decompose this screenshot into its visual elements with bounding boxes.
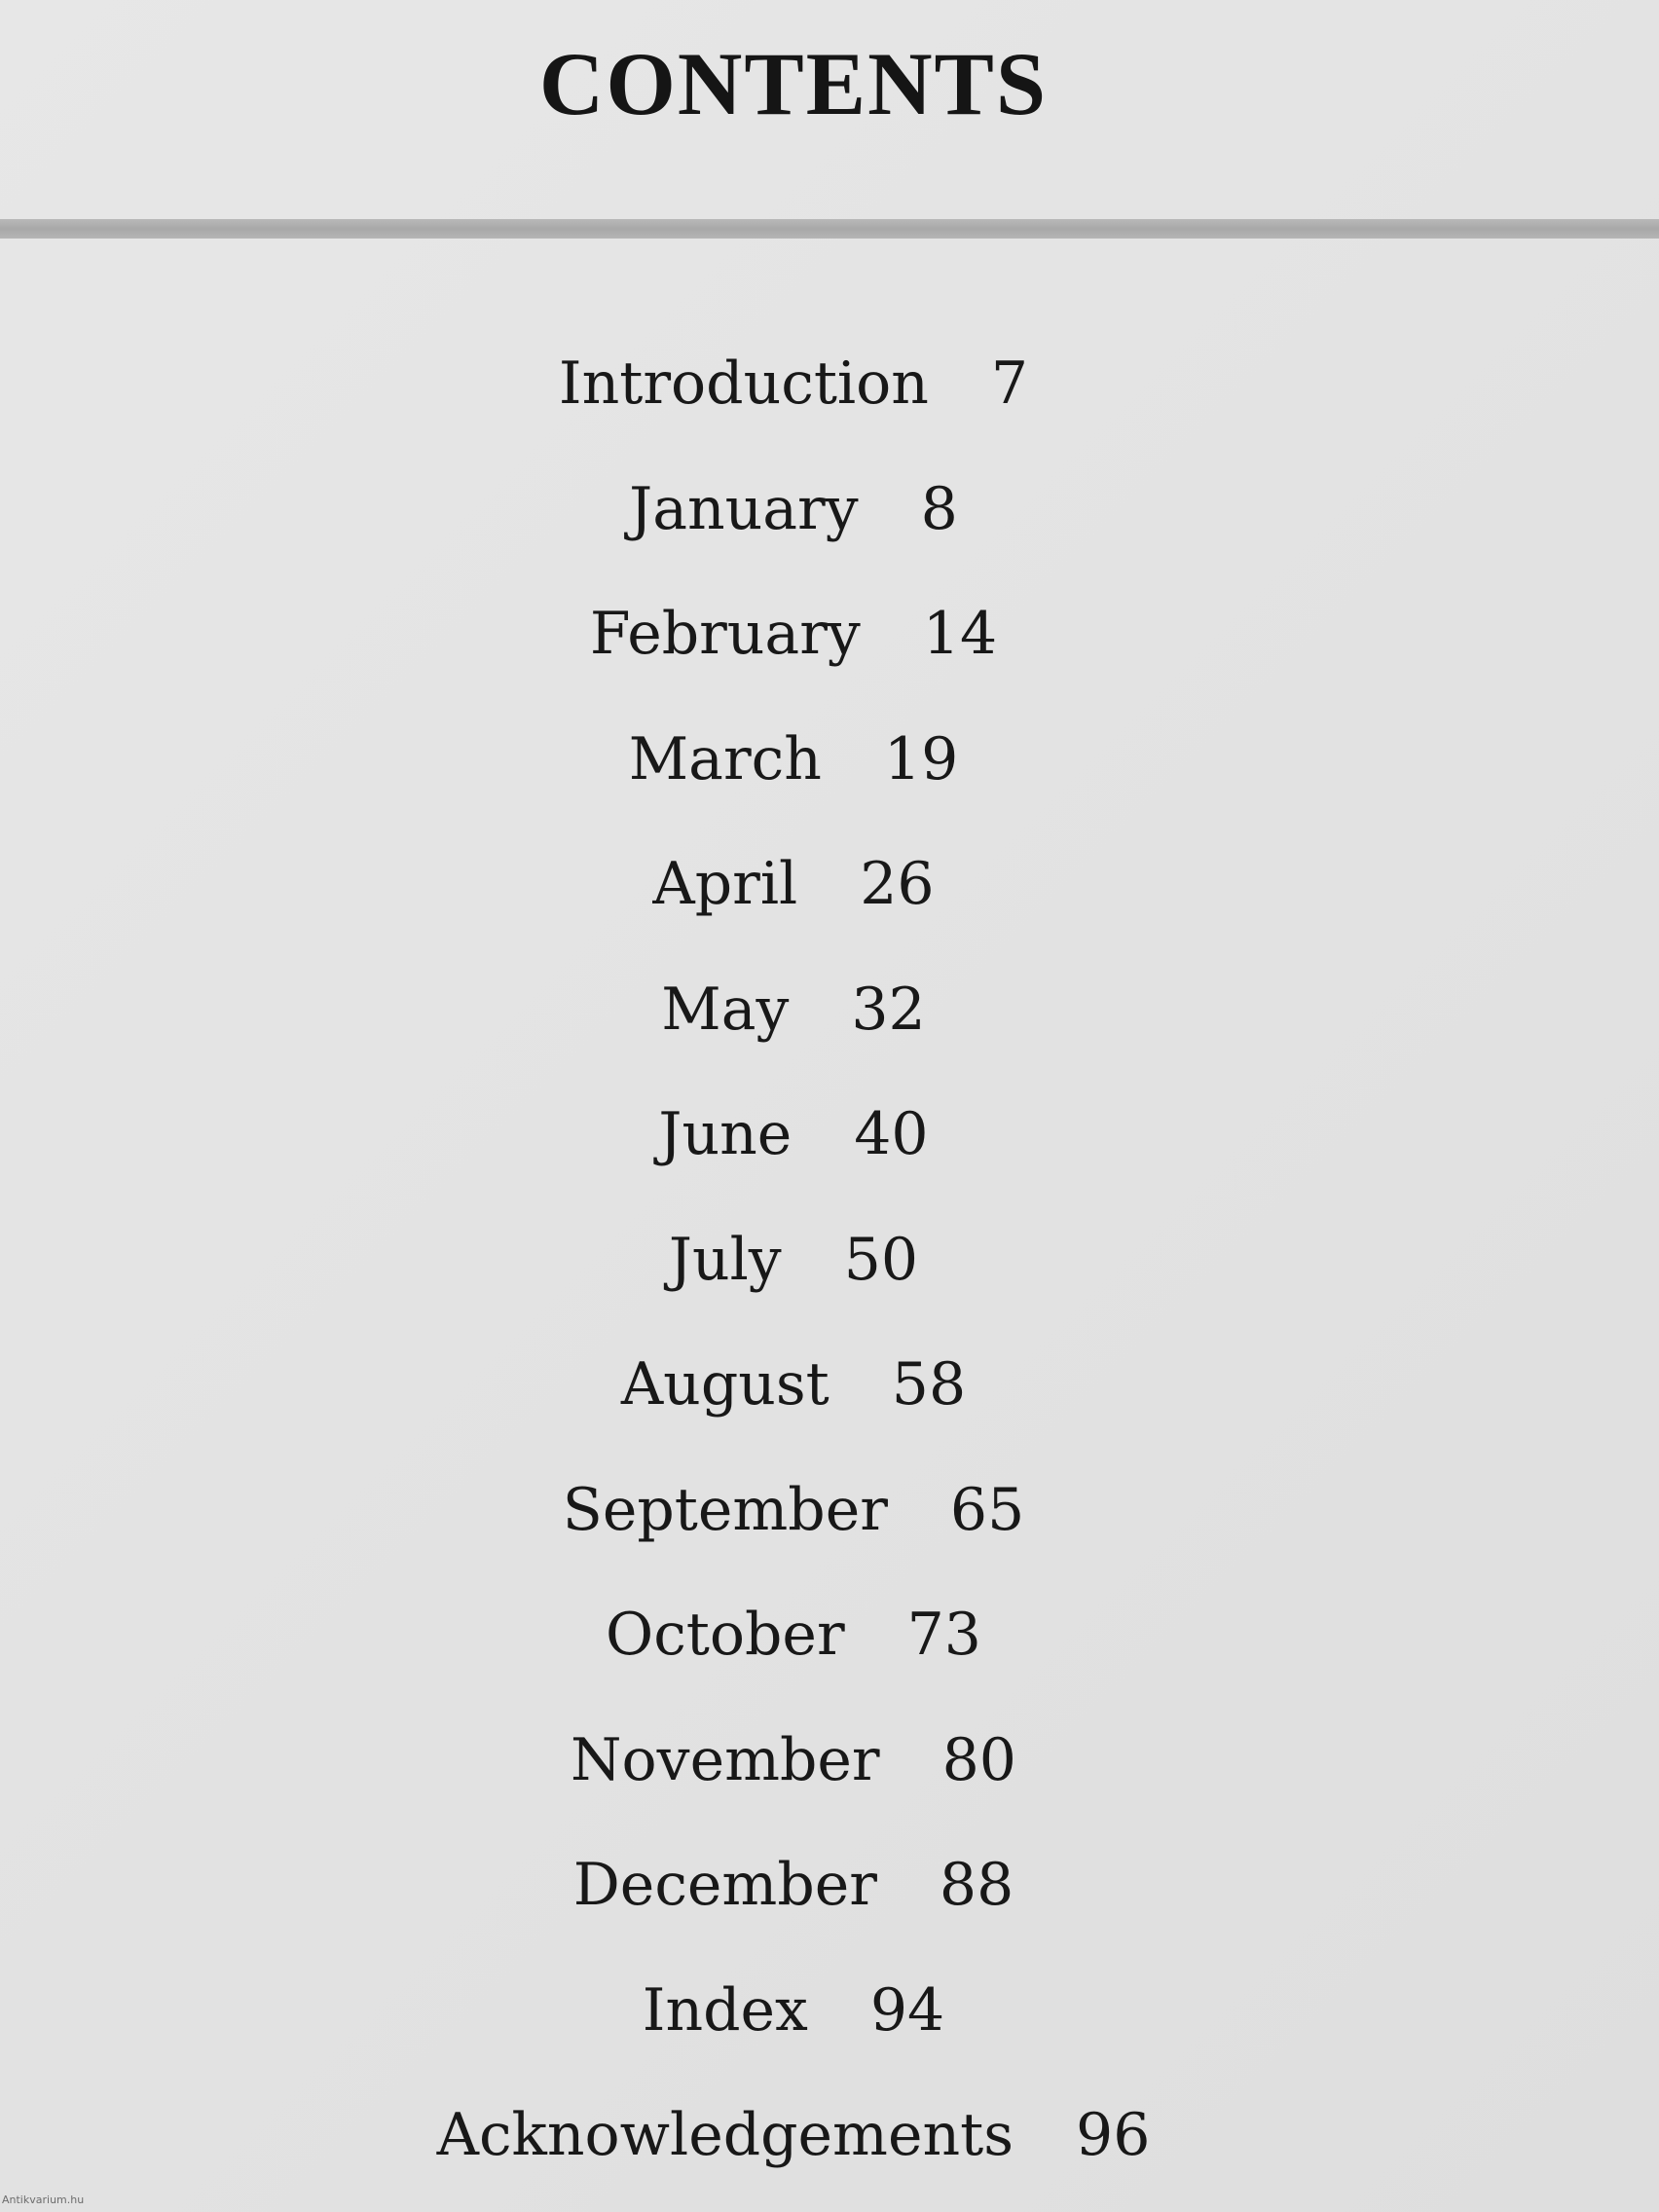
toc-entry-november — [0, 1698, 1587, 1824]
toc-entry-may — [0, 947, 1587, 1073]
toc-entry-label: August — [620, 1350, 830, 1419]
toc-entry-july — [0, 1198, 1587, 1323]
toc-entry-page-number: 8 — [920, 474, 958, 543]
toc-entry-label: December — [572, 1851, 877, 1920]
toc-entry-label: October — [606, 1601, 845, 1670]
toc-entry-page-number: 14 — [922, 600, 998, 669]
toc-entry-page-number: 96 — [1076, 2101, 1151, 2170]
toc-entry-label: July — [668, 1225, 782, 1294]
watermark: Antikvarium.hu — [2, 2194, 85, 2206]
toc-entry-label: November — [571, 1725, 880, 1794]
toc-entry-index — [0, 1948, 1587, 2074]
toc-entry-introduction — [0, 321, 1587, 447]
toc-entry-page-number: 40 — [854, 1100, 929, 1169]
toc-entry-label: Introduction — [558, 350, 929, 419]
toc-entry-august — [0, 1322, 1587, 1448]
toc-entry-june — [0, 1072, 1587, 1198]
toc-entry-march — [0, 697, 1587, 823]
page-title: CONTENTS — [538, 34, 1049, 133]
toc-entry-page-number: 32 — [851, 975, 926, 1044]
toc-entry-january — [0, 447, 1587, 572]
toc-entry-label: February — [589, 600, 861, 669]
toc-entry-page-number: 50 — [843, 1225, 919, 1294]
toc-entry-page-number: 88 — [939, 1851, 1014, 1920]
toc-entry-december — [0, 1823, 1587, 1948]
toc-entry-page-number: 94 — [869, 1975, 945, 2045]
toc-entry-april — [0, 822, 1587, 947]
toc-entry-label: April — [652, 850, 798, 919]
table-of-contents — [0, 321, 1587, 2198]
toc-entry-february — [0, 571, 1587, 697]
toc-entry-label: September — [562, 1475, 888, 1544]
toc-entry-page-number: 19 — [883, 724, 959, 793]
toc-entry-page-number: 80 — [941, 1725, 1016, 1794]
toc-entry-label: Acknowledgements — [436, 2101, 1014, 2170]
toc-entry-page-number: 7 — [990, 350, 1029, 419]
header-divider — [0, 219, 1659, 239]
toc-entry-september — [0, 1448, 1587, 1573]
toc-entry-page-number: 58 — [891, 1350, 967, 1419]
toc-entry-page-number: 26 — [860, 850, 935, 919]
toc-entry-page-number: 65 — [949, 1475, 1025, 1544]
toc-entry-acknowledgements — [0, 2073, 1587, 2198]
toc-entry-label: May — [661, 975, 790, 1044]
toc-entry-label: June — [658, 1100, 793, 1169]
toc-entry-page-number: 73 — [906, 1601, 981, 1670]
toc-entry-label: March — [628, 724, 822, 793]
toc-entry-october — [0, 1572, 1587, 1698]
toc-entry-label: Index — [642, 1975, 808, 2045]
toc-entry-label: January — [629, 474, 859, 543]
